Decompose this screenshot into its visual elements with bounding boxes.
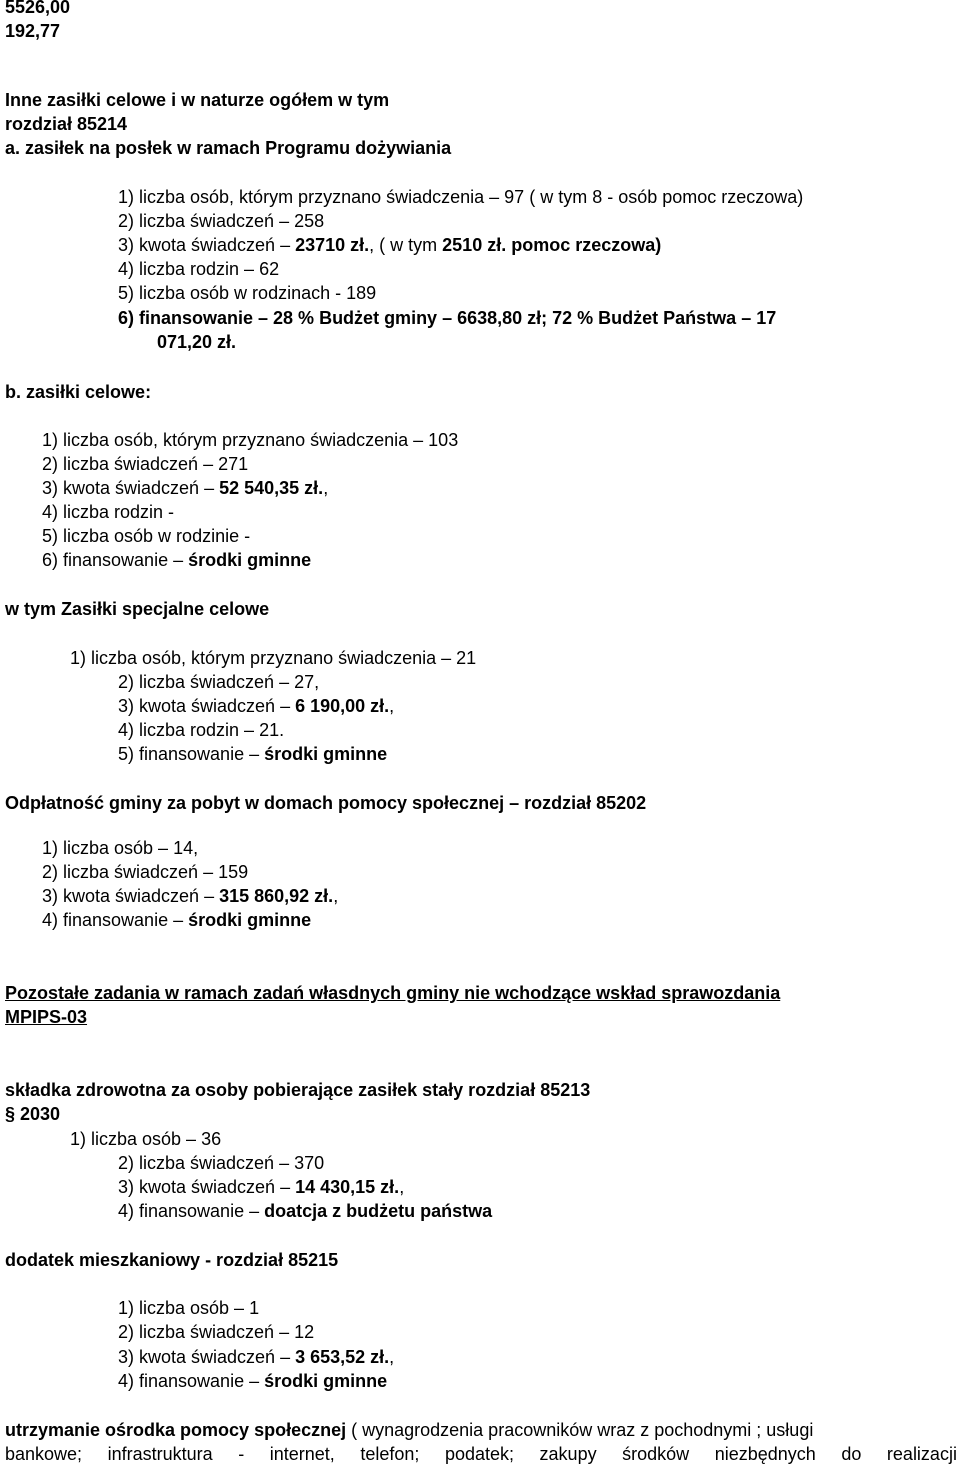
word: telefon;: [360, 1444, 420, 1464]
section-title: w tym Zasiłki specjalne celowe: [5, 599, 270, 619]
list-item: 5) finansowanie – środki gminne: [118, 744, 388, 764]
word: niezbędnych: [714, 1444, 816, 1464]
word: środków: [622, 1444, 690, 1464]
section-title: Pozostałe zadania w ramach zadań własdnych gminy nie wchodzące wskład sprawozdania: [5, 983, 781, 1003]
list-item: 1) liczba osób – 1: [118, 1298, 260, 1318]
word: do: [841, 1444, 862, 1464]
list-item: 1) liczba osób – 36: [70, 1129, 222, 1149]
paragraph-line: [5, 1442, 957, 1466]
list-item: 2) liczba świadczeń – 271: [42, 454, 249, 474]
list-item: 3) kwota świadczeń – 23710 zł., ( w tym 2510 zł. pomoc rzeczowa): [118, 235, 662, 255]
list-item: 1) liczba osób – 14,: [42, 838, 199, 858]
list-item: 2) liczba świadczeń – 258: [118, 211, 325, 231]
list-item: 2) liczba świadczeń – 27,: [118, 672, 320, 692]
section-title: Odpłatność gminy za pobyt w domach pomocy społecznej – rozdział 85202: [5, 793, 647, 813]
word: infrastruktura: [107, 1444, 213, 1464]
list-item: 1) liczba osób, którym przyznano świadczenia – 97 ( w tym 8 - osób pomoc rzeczowa): [118, 187, 804, 207]
list-item: 4) liczba rodzin -: [42, 502, 175, 522]
word: podatek;: [444, 1444, 514, 1464]
list-item: 4) finansowanie – środki gminne: [42, 910, 312, 930]
list-item: 1) liczba osób, którym przyznano świadczenia – 21: [70, 648, 477, 668]
word: bankowe;: [5, 1444, 83, 1464]
top-value-1: 5526,00: [5, 0, 71, 17]
list-item: 1) liczba osób, którym przyznano świadczenia – 103: [42, 430, 459, 450]
section-title: rozdział 85214: [5, 114, 128, 134]
list-item: 3) kwota świadczeń – 6 190,00 zł.,: [118, 696, 395, 716]
list-item: 4) liczba rodzin – 21.: [118, 720, 285, 740]
paragraph-line: utrzymanie ośrodka pomocy społecznej ( wynagrodzenia pracowników wraz z pochodnymi ; usługi: [5, 1420, 814, 1440]
section-subtitle: a. zasiłek na posłek w ramach Programu dożywiania: [5, 138, 452, 158]
list-item: 3) kwota świadczeń – 3 653,52 zł.,: [118, 1347, 395, 1367]
word: -: [238, 1444, 245, 1464]
section-title: Inne zasiłki celowe i w naturze ogółem w tym: [5, 90, 390, 110]
word: realizacji: [886, 1444, 957, 1464]
list-item: 3) kwota świadczeń – 14 430,15 zł.,: [118, 1177, 405, 1197]
list-item: 2) liczba świadczeń – 159: [42, 862, 249, 882]
list-item-continuation: 071,20 zł.: [157, 332, 237, 352]
paragraph-code: § 2030: [5, 1104, 61, 1124]
list-item: 5) liczba osób w rodzinach - 189: [118, 283, 377, 303]
word: zakupy: [539, 1444, 597, 1464]
list-item: 2) liczba świadczeń – 12: [118, 1322, 315, 1342]
list-item: 3) kwota świadczeń – 315 860,92 zł.,: [42, 886, 339, 906]
section-title: składka zdrowotna za osoby pobierające zasiłek stały rozdział 85213: [5, 1080, 591, 1100]
list-item: 6) finansowanie – 28 % Budżet gminy – 6638,80 zł; 72 % Budżet Państwa – 17: [118, 308, 777, 328]
section-title: MPIPS-03: [5, 1007, 88, 1027]
list-item: 3) kwota świadczeń – 52 540,35 zł.,: [42, 478, 329, 498]
list-item: 6) finansowanie – środki gminne: [42, 550, 312, 570]
section-title: dodatek mieszkaniowy - rozdział 85215: [5, 1250, 339, 1270]
list-item: 4) finansowanie – doatcja z budżetu państwa: [118, 1201, 493, 1221]
top-value-2: 192,77: [5, 21, 61, 41]
word: internet,: [269, 1444, 335, 1464]
section-title: b. zasiłki celowe:: [5, 382, 152, 402]
list-item: 4) finansowanie – środki gminne: [118, 1371, 388, 1391]
list-item: 2) liczba świadczeń – 370: [118, 1153, 325, 1173]
list-item: 5) liczba osób w rodzinie -: [42, 526, 251, 546]
list-item: 4) liczba rodzin – 62: [118, 259, 280, 279]
